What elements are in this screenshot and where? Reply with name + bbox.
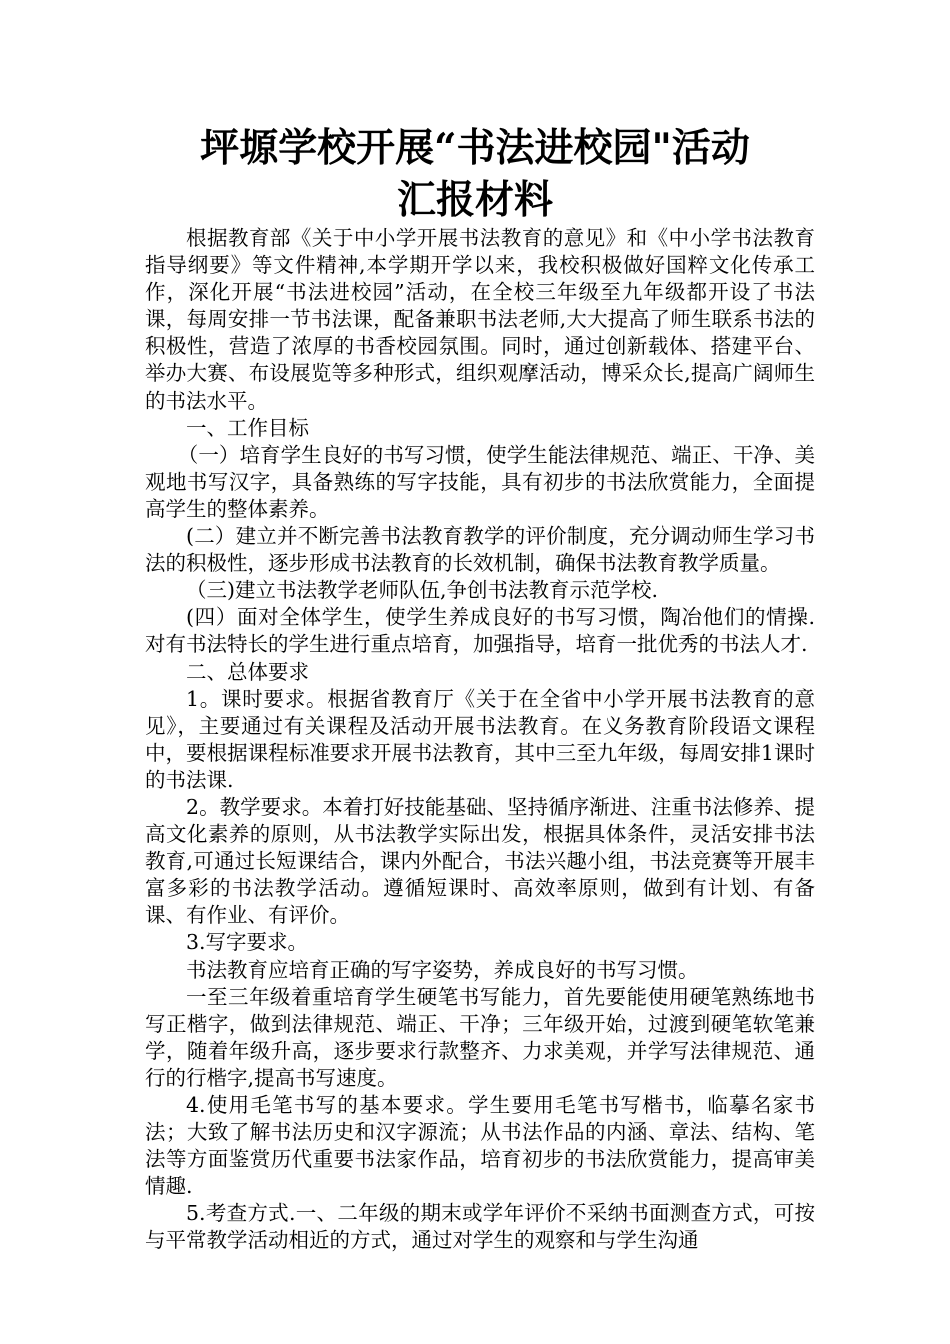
paragraph-req-3-detail: 书法教育应培育正确的写字姿势，养成良好的书写习惯。 bbox=[186, 957, 699, 982]
paragraph-goal-2: (二）建立并不断完善书法教育教学的评价制度，充分调动师生学习书法的积极性，逐步形成书法教育的长效机制，确保书法教育教学质量。 bbox=[145, 524, 815, 576]
paragraph-goal-1: （一）培育学生良好的书写习惯，使学生能法律规范、端正、干净、美观地书写汉字，具备熟练的写字技能，具有初步的书法欣赏能力，全面提高学生的整体素养。 bbox=[145, 442, 815, 521]
paragraph-req-1: 1。课时要求。根据省教育厅《关于在全省中小学开展书法教育的意见》，主要通过有关课程及活动开展书法教育。在义务教育阶段语文课程中，要根据课程标准要求开展书法教育，其中三至九年级，每周安排1课时的书法课. bbox=[145, 686, 815, 792]
paragraph-req-4: 4.使用毛笔书写的基本要求。学生要用毛笔书写楷书，临摹名家书法；大致了解书法历史和汉字源流；从书法作品的内涵、章法、结构、笔法等方面鉴赏历代重要书法家作品，培育初步的书法欣赏能力，提高审美情趣. bbox=[145, 1093, 815, 1199]
paragraph-req-5: 5.考查方式.一、二年级的期末或学年评价不采纳书面测查方式，可按与平常教学活动相近的方式，通过对学生的观察和与学生沟通 bbox=[145, 1201, 815, 1253]
section-heading-goals: 一、工作目标 bbox=[186, 415, 309, 440]
paragraph-intro: 根据教育部《关于中小学开展书法教育的意见》和《中小学书法教育指导纲要》等文件精神,本学期开学以来，我校积极做好国粹文化传承工作，深化开展“书法进校园”活动，在全校三年级至九年级都开设了书法课，每周安排一节书法课，配备兼职书法老师,大大提高了师生联系书法的积极性，营造了浓厚的书香校园氛围。同时，通过创新载体、搭建平台、举办大赛、布设展览等多种形式，组织观摩活动，博采众长,提高广阔师生的书法水平。 bbox=[145, 226, 815, 413]
paragraph-req-3-grades: 一至三年级着重培育学生硬笔书写能力，首先要能使用硬笔熟练地书写正楷字，做到法律规范、端正、干净；三年级开始，过渡到硬笔软笔兼学，随着年级升高，逐步要求行款整齐、力求美观，并学写法律规范、通行的行楷字,提高书写速度。 bbox=[145, 984, 815, 1090]
paragraph-req-2: 2。教学要求。本着打好技能基础、坚持循序渐进、注重书法修养、提高文化素养的原则，从书法教学实际出发，根据具体条件，灵活安排书法教育,可通过长短课结合，课内外配合，书法兴趣小组，书法竞赛等开展丰富多彩的书法教学活动。遵循短课时、高效率原则，做到有计划、有备课、有作业、有评价。 bbox=[145, 794, 815, 928]
paragraph-req-3: 3.写字要求。 bbox=[186, 930, 309, 955]
document-title bbox=[120, 122, 830, 226]
paragraph-goal-4: (四）面对全体学生，使学生养成良好的书写习惯，陶冶他们的情操.对有书法特长的学生进行重点培育，加强指导，培育一批优秀的书法人才. bbox=[145, 605, 815, 657]
title-line-2: 汇报材料 bbox=[396, 177, 553, 223]
document-body bbox=[145, 225, 815, 1255]
section-heading-requirements: 二、总体要求 bbox=[186, 659, 309, 684]
title-line-1: 坪塬学校开展“书法进校园"活动 bbox=[200, 125, 750, 171]
paragraph-goal-3: （三)建立书法教学老师队伍,争创书法教育示范学校. bbox=[186, 578, 659, 603]
